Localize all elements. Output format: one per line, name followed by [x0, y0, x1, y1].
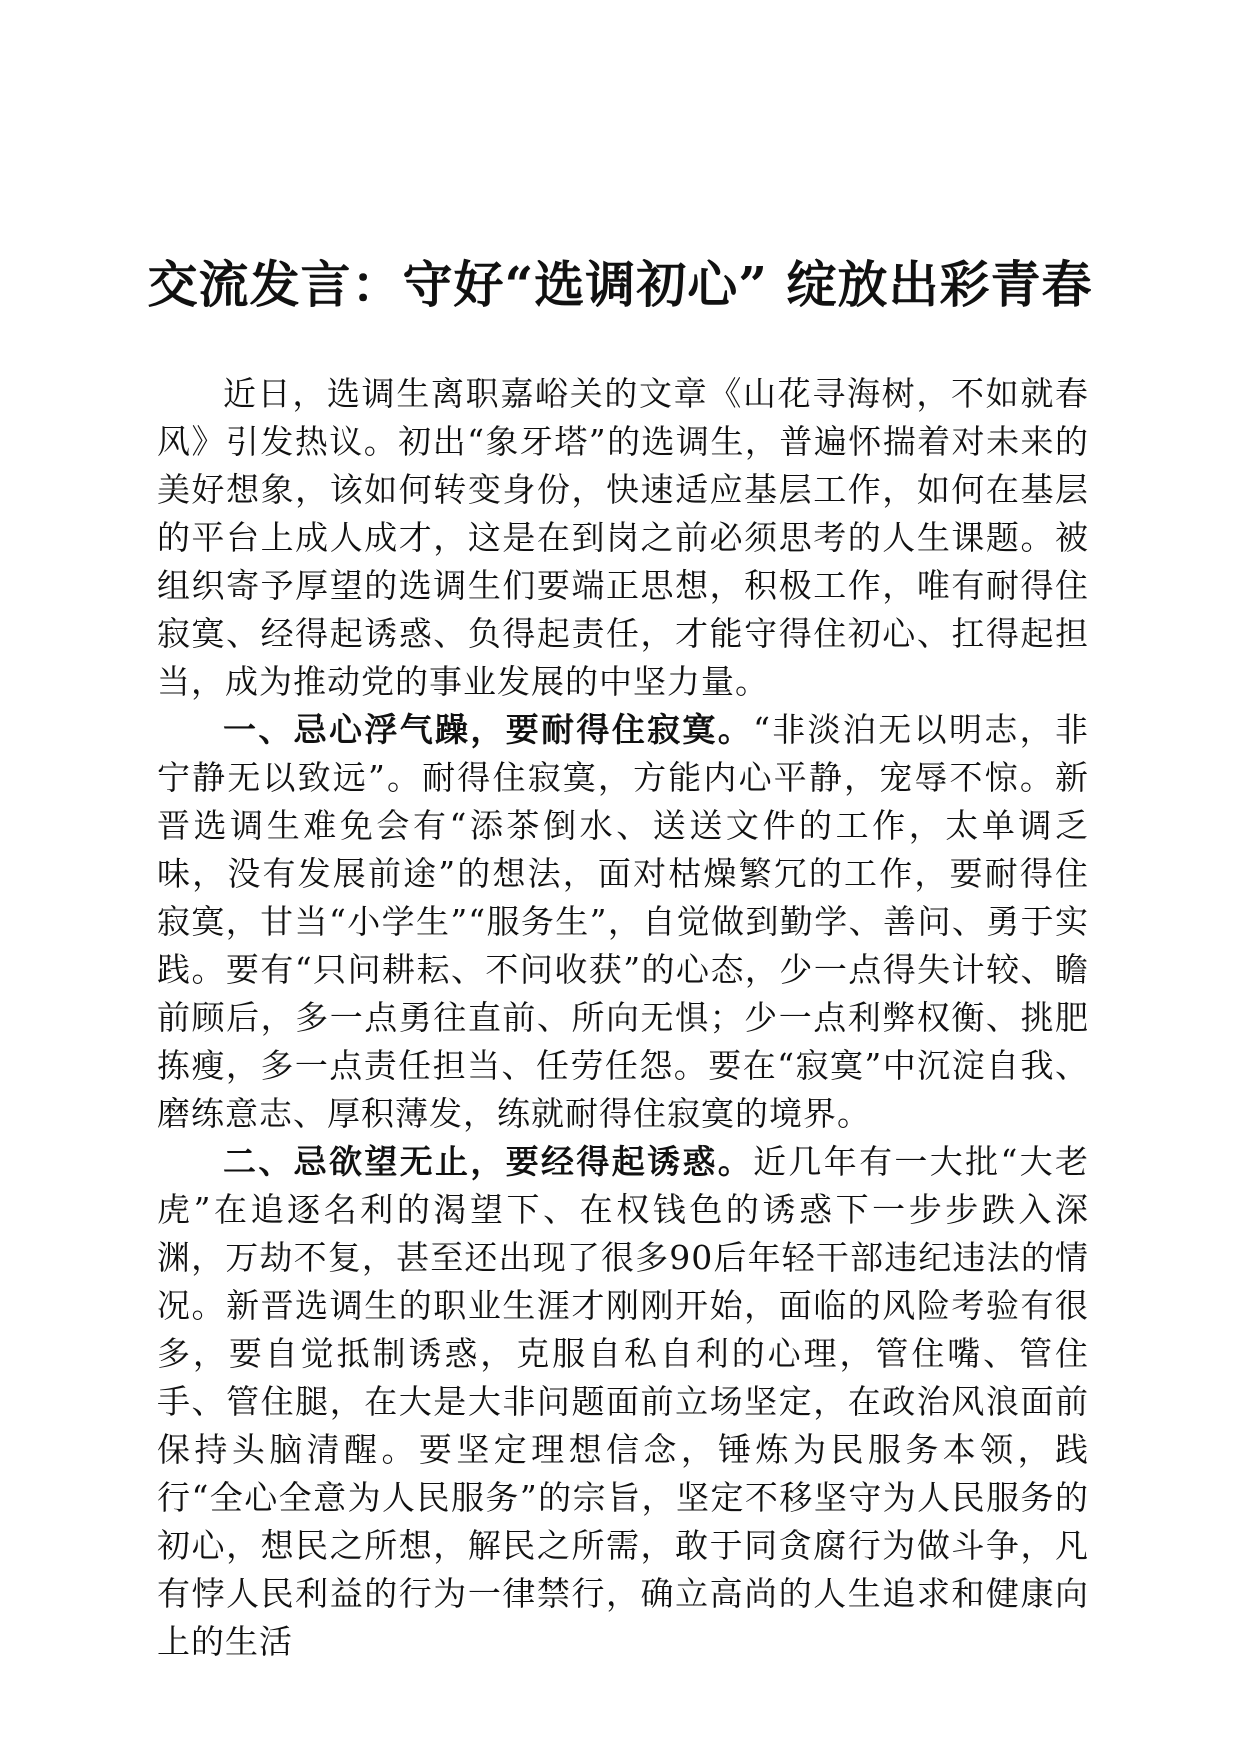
paragraph-text: 近日，选调生离职嘉峪关的文章《山花寻海树，不如就春风》引发热议。初出“象牙塔”的选调生，普遍怀揣着对未来的美好想象，该如何转变身份，快速适应基层工作，如何在基层的平台上成人成才，这是在到岗之前必须思考的人生课题。被组织寄予厚望的选调生们要端正思想，积极工作，唯有耐得住寂寞、经得起诱惑、负得起责任，才能守得住初心、扛得起担当，成为推动党的事业发展的中坚力量。: [157, 374, 1089, 701]
paragraph-text: 近几年有一大批“大老虎”在追逐名利的渴望下、在权钱色的诱惑下一步步跌入深渊，万劫不复，甚至还出现了很多90后年轻干部违纪违法的情况。新晋选调生的职业生涯才刚刚开始，面临的风险考验有很多，要自觉抵制诱惑，克服自私自利的心理，管住嘴、管住手、管住腿，在大是大非问题面前立场坚定，在政治风浪面前保持头脑清醒。要坚定理想信念，锤炼为民服务本领，践行“全心全意为人民服务”的宗旨，坚定不移坚守为人民服务的初心，想民之所想，解民之所需，敢于同贪腐行为做斗争，凡有悖人民利益的行为一律禁行，确立高尚的人生追求和健康向上的生活: [157, 1142, 1089, 1661]
section-heading: 一、忌心浮气躁，要耐得住寂寞。: [223, 710, 754, 749]
paragraph-text: “非淡泊无以明志，非宁静无以致远”。耐得住寂寞，方能内心平静，宠辱不惊。新晋选调生难免会有“添茶倒水、送送文件的工作，太单调乏味，没有发展前途”的想法，面对枯燥繁冗的工作，要耐得住寂寞，甘当“小学生”“服务生”，自觉做到勤学、善问、勇于实践。要有“只问耕耘、不问收获”的心态，少一点得失计较、瞻前顾后，多一点勇往直前、所向无惧；少一点利弊权衡、挑肥拣瘦，多一点责任担当、任劳任怨。要在“寂寞”中沉淀自我、磨练意志、厚积薄发，练就耐得住寂寞的境界。: [157, 710, 1089, 1133]
paragraph-section-two: [157, 1138, 1089, 1666]
document-title: 交流发言：守好“选调初心” 绽放出彩青春: [147, 255, 1093, 314]
document-body: [157, 370, 1089, 1666]
paragraph-intro: [157, 370, 1089, 706]
section-heading: 二、忌欲望无止，要经得起诱惑。: [223, 1142, 754, 1181]
paragraph-section-one: [157, 706, 1089, 1138]
